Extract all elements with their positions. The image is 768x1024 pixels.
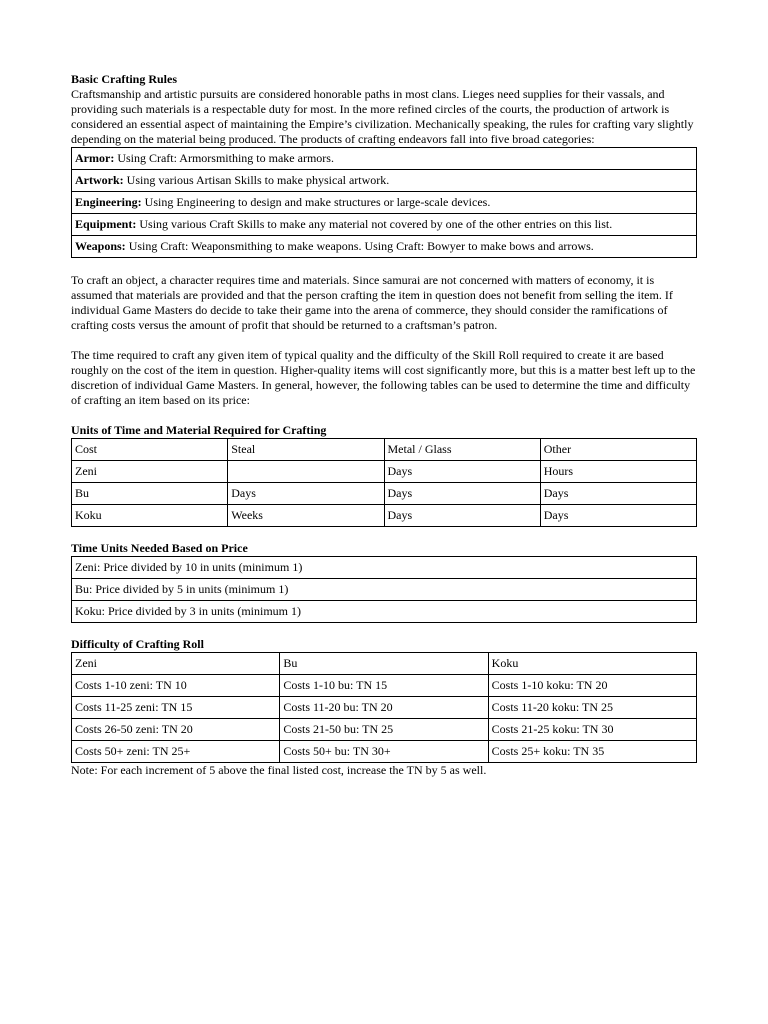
table-row (72, 719, 697, 741)
table-cell: Costs 11-20 bu: TN 20 (280, 697, 488, 719)
table-cell: Days (540, 505, 696, 527)
table-cell: Costs 11-20 koku: TN 25 (488, 697, 696, 719)
crafting-materials-paragraph: To craft an object, a character requires time and materials. Since samurai are not concerned with matters of economy, it is assumed that materials are provided and that the person crafting the item in question does not benefit from selling the item. If individual Game Masters do decide to take their game into the arena of commerce, they should consider the ramifications of crafting costs versus the amount of profit that should be returned to a craftsman’s patron. (71, 273, 673, 332)
header-cell: Other (540, 439, 696, 461)
table-cell: Days (228, 483, 384, 505)
table-header-row (72, 653, 697, 675)
table-row (72, 148, 697, 170)
table-cell: Costs 11-25 zeni: TN 15 (72, 697, 280, 719)
category-name: Equipment: (75, 217, 137, 231)
table-row (72, 697, 697, 719)
header-cell: Koku (488, 653, 696, 675)
table-cell: Koku (72, 505, 228, 527)
document-content (71, 72, 697, 778)
table-cell: Costs 1-10 bu: TN 15 (280, 675, 488, 697)
table-cell: Days (540, 483, 696, 505)
table-cell: Costs 1-10 zeni: TN 10 (72, 675, 280, 697)
table-row (72, 461, 697, 483)
table-cell: Zeni (72, 461, 228, 483)
time-units-table (71, 556, 697, 623)
table-cell (228, 461, 384, 483)
table-cell: Costs 25+ koku: TN 35 (488, 741, 696, 763)
table-cell: Bu: Price divided by 5 in units (minimum 1) (72, 579, 697, 601)
category-desc: Using various Artisan Skills to make physical artwork. (123, 173, 390, 187)
table-row (72, 579, 697, 601)
table-row (72, 170, 697, 192)
category-desc: Using Craft: Weaponsmithing to make weapons. Using Craft: Bowyer to make bows and arrows. (125, 239, 594, 253)
category-desc: Using various Craft Skills to make any material not covered by one of the other entries on this list. (136, 217, 613, 231)
table-row (72, 741, 697, 763)
header-cell: Steal (228, 439, 384, 461)
table-cell: Koku: Price divided by 3 in units (minimum 1) (72, 601, 697, 623)
table-cell: Hours (540, 461, 696, 483)
table-cell: Costs 50+ zeni: TN 25+ (72, 741, 280, 763)
header-cell: Bu (280, 653, 488, 675)
category-name: Engineering: (75, 195, 142, 209)
difficulty-table-title: Difficulty of Crafting Roll (71, 637, 204, 651)
time-table-title: Time Units Needed Based on Price (71, 541, 248, 555)
table-cell: Bu (72, 483, 228, 505)
difficulty-table (71, 652, 697, 763)
table-row (72, 192, 697, 214)
table-row (72, 214, 697, 236)
table-row (72, 483, 697, 505)
table-cell: Zeni: Price divided by 10 in units (minimum 1) (72, 557, 697, 579)
table-row (72, 675, 697, 697)
table-row (72, 601, 697, 623)
table-cell: Days (384, 483, 540, 505)
table-cell: Costs 50+ bu: TN 30+ (280, 741, 488, 763)
header-cell: Cost (72, 439, 228, 461)
table-row (72, 236, 697, 258)
table-cell: Costs 21-25 koku: TN 30 (488, 719, 696, 741)
table-row (72, 557, 697, 579)
table-cell: Costs 21-50 bu: TN 25 (280, 719, 488, 741)
table-cell: Costs 1-10 koku: TN 20 (488, 675, 696, 697)
table-cell: Costs 26-50 zeni: TN 20 (72, 719, 280, 741)
units-table (71, 438, 697, 527)
category-desc: Using Craft: Armorsmithing to make armors. (114, 151, 334, 165)
units-table-title: Units of Time and Material Required for Crafting (71, 423, 327, 437)
table-cell: Days (384, 461, 540, 483)
category-name: Armor: (75, 151, 115, 165)
table-header-row (72, 439, 697, 461)
section-title-basic-crafting: Basic Crafting Rules (71, 72, 177, 86)
crafting-time-paragraph: The time required to craft any given item of typical quality and the difficulty of the Skill Roll required to create it are based roughly on the cost of the item in question. Higher-quality items will cost significantly more, but this is a matter best left up to the discretion of individual Game Masters. In general, however, the following tables can be used to determine the time and difficulty of crafting an item based on its price: (71, 348, 696, 407)
intro-paragraph: Craftsmanship and artistic pursuits are considered honorable paths in most clans. Lieges need supplies for their vassals, and providing such materials is a respectable duty for most. In the more refined circles of the courts, the production of artwork is considered an essential aspect of maintaining the Empire’s civilization. Mechanically speaking, the rules for crafting vary slightly depending on the material being produced. The products of crafting endeavors fall into five broad categories: (71, 87, 694, 146)
header-cell: Metal / Glass (384, 439, 540, 461)
category-name: Weapons: (75, 239, 126, 253)
table-cell: Days (384, 505, 540, 527)
category-desc: Using Engineering to design and make structures or large-scale devices. (141, 195, 491, 209)
header-cell: Zeni (72, 653, 280, 675)
table-cell: Weeks (228, 505, 384, 527)
table-row (72, 505, 697, 527)
category-name: Artwork: (75, 173, 124, 187)
categories-table (71, 147, 697, 258)
note-text: Note: For each increment of 5 above the final listed cost, increase the TN by 5 as well. (71, 763, 487, 777)
